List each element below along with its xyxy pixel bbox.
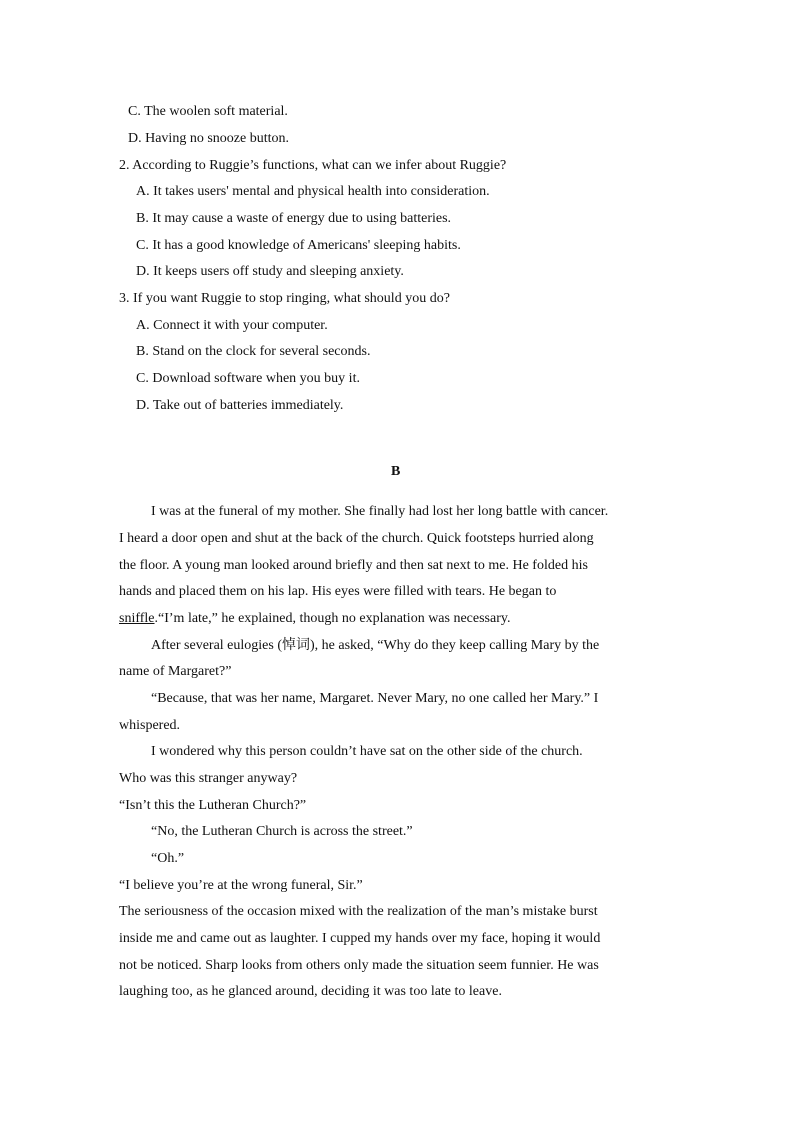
dialogue-line: “Oh.” [151,851,185,866]
q1-option-c: C. The woolen soft material. [128,104,288,119]
q2-option-a: A. It takes users' mental and physical health into consideration. [136,184,490,199]
q3-option-a: A. Connect it with your computer. [136,318,328,333]
paragraph-line: whispered. [119,718,181,733]
paragraph-line: Who was this stranger anyway? [119,771,298,786]
paragraph-line: “Because, that was her name, Margaret. Never Mary, no one called her Mary.” I [151,691,599,706]
paragraph-line: the floor. A young man looked around briefly and then sat next to me. He folded his [119,558,588,573]
paragraph-line: The seriousness of the occasion mixed with the realization of the man’s mistake burst [119,904,598,919]
q3-option-d: D. Take out of batteries immediately. [136,398,344,413]
section-b-title: B [391,464,401,479]
underlined-word-sniffle: sniffle [119,611,155,626]
paragraph-line: After several eulogies (悼词), he asked, “Why do they keep calling Mary by the [151,638,600,653]
paragraph-line [119,610,510,628]
paragraph-line: not be noticed. Sharp looks from others only made the situation seem funnier. He was [119,958,599,973]
paragraph-line: hands and placed them on his lap. His eyes were filled with tears. He began to [119,584,557,599]
paragraph-line-rest: .“I’m late,” he explained, though no explanation was necessary. [154,611,511,626]
paragraph-line: inside me and came out as laughter. I cupped my hands over my face, hoping it would [119,931,601,946]
paragraph-line: I heard a door open and shut at the back of the church. Quick footsteps hurried along [119,531,594,546]
paragraph-line: I wondered why this person couldn’t have sat on the other side of the church. [151,744,583,759]
q1-option-d: D. Having no snooze button. [128,131,289,146]
question-3: 3. If you want Ruggie to stop ringing, what should you do? [119,291,450,306]
dialogue-line: “Isn’t this the Lutheran Church?” [119,798,307,813]
paragraph-line: laughing too, as he glanced around, deciding it was too late to leave. [119,984,502,999]
paragraph-line: name of Margaret?” [119,664,232,679]
paragraph-line: I was at the funeral of my mother. She finally had lost her long battle with cancer. [151,504,609,519]
q3-option-c: C. Download software when you buy it. [136,371,360,386]
dialogue-line: “No, the Lutheran Church is across the street.” [151,824,413,839]
q3-option-b: B. Stand on the clock for several seconds. [136,344,371,359]
q2-option-d: D. It keeps users off study and sleeping anxiety. [136,264,404,279]
dialogue-line: “I believe you’re at the wrong funeral, Sir.” [119,878,363,893]
question-2: 2. According to Ruggie’s functions, what can we infer about Ruggie? [119,158,507,173]
q2-option-b: B. It may cause a waste of energy due to using batteries. [136,211,452,226]
q2-option-c: C. It has a good knowledge of Americans' sleeping habits. [136,238,461,253]
